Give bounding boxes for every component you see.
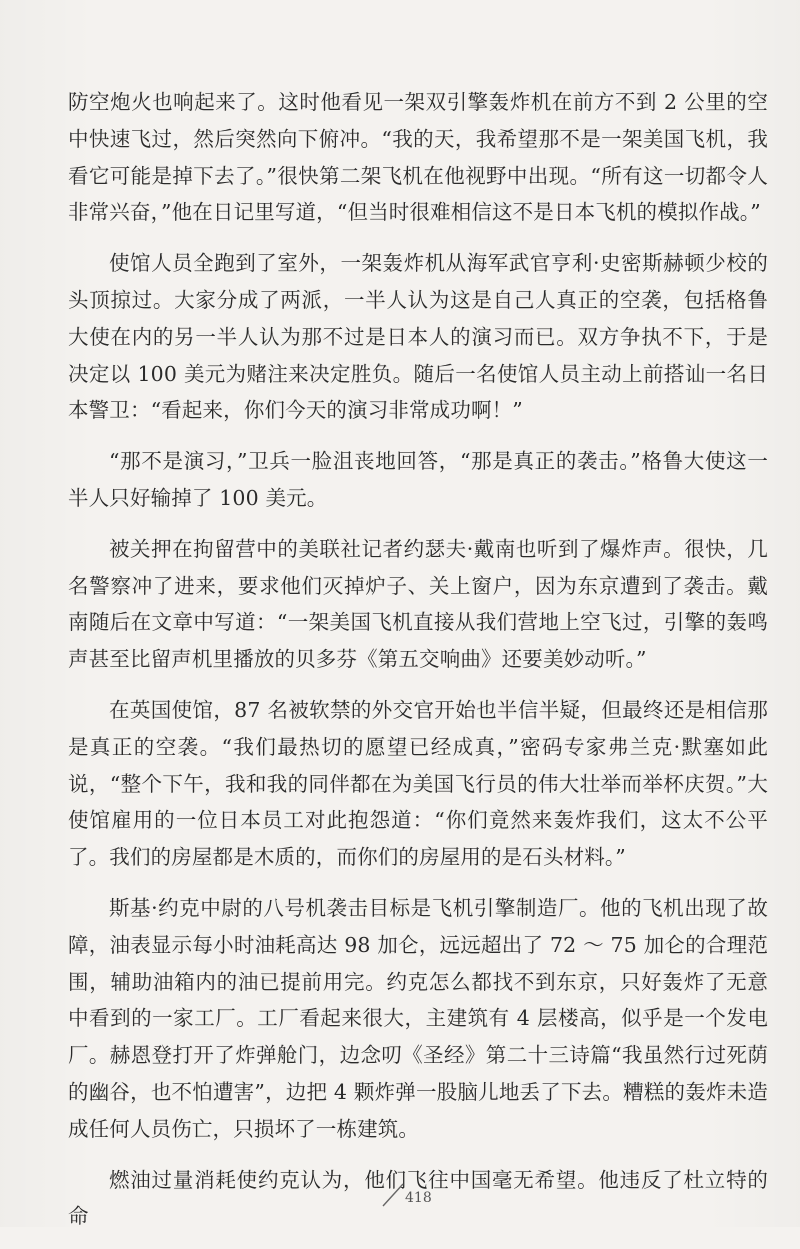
body-text [68,84,768,1249]
page-number: 418 [405,1190,432,1206]
paragraph-3: “那不是演习，”卫兵一脸沮丧地回答，“那是真正的袭击。”格鲁大使这一半人只好输掉了 100 美元。 [68,449,768,510]
paragraph-1: 防空炮火也响起来了。这时他看见一架双引擎轰炸机在前方不到 2 公里的空中快速飞过，然后突然向下俯冲。“我的天，我希望那不是一架美国飞机，我看它可能是掉下去了。”很快第二架飞机在他视野中出现。“所有这一切都令人非常兴奋，”他在日记里写道，“但当时很难相信这不是日本飞机的模拟作战。” [68,90,768,225]
paragraph-2: 使馆人员全跑到了室外，一架轰炸机从海军武官亨利·史密斯赫顿少校的头顶掠过。大家分成了两派，一半人认为这是自己人真正的空袭，包括格鲁大使在内的另一半人认为那不过是日本人的演习而已。双方争执不下，于是决定以 100 美元为赌注来决定胜负。随后一名使馆人员主动上前搭讪一名日本警卫：“看起来，你们今天的演习非常成功啊！” [68,251,768,423]
paragraph-4: 被关押在拘留营中的美联社记者约瑟夫·戴南也听到了爆炸声。很快，几名警察冲了进来，要求他们灭掉炉子、关上窗户，因为东京遭到了袭击。戴南随后在文章中写道：“一架美国飞机直接从我们营地上空飞过，引擎的轰鸣声甚至比留声机里播放的贝多芬《第五交响曲》还要美妙动听。” [68,536,768,672]
paragraph-5: 在英国使馆，87 名被软禁的外交官开始也半信半疑，但最终还是相信那是真正的空袭。“我们最热切的愿望已经成真，”密码专家弗兰克·默塞如此说，“整个下午，我和我的同伴都在为美国飞行员的伟大壮举而举杯庆贺。”大使馆雇用的一位日本员工对此抱怨道：“你们竟然来轰炸我们，这太不公平了。我们的房屋都是木质的，而你们的房屋用的是石头材料。” [68,697,768,870]
paragraph-7: 燃油过量消耗使约克认为，他们飞往中国毫无希望。他违反了杜立特的命 [68,1167,768,1229]
paragraph-6: 斯基·约克中尉的八号机袭击目标是飞机引擎制造厂。他的飞机出现了故障，油表显示每小时油耗高达 98 加仑，远远超出了 72 ～ 75 加仑的合理范围，辅助油箱内的油已提前用完。约克怎么都找不到东京，只好轰炸了无意中看到的一家工厂。工厂看起来很大，主建筑有 4 层楼高，似乎是一个发电厂。赫恩登打开了炸弹舱门，边念叨《圣经》第二十三诗篇“我虽然行过死荫的幽谷，也不怕遭害”，边把 4 颗炸弹一股脑儿地丢了下去。糟糕的轰炸未造成任何人员伤亡，只损坏了一栋建筑。 [68,895,768,1141]
page-footer [0,1182,800,1212]
